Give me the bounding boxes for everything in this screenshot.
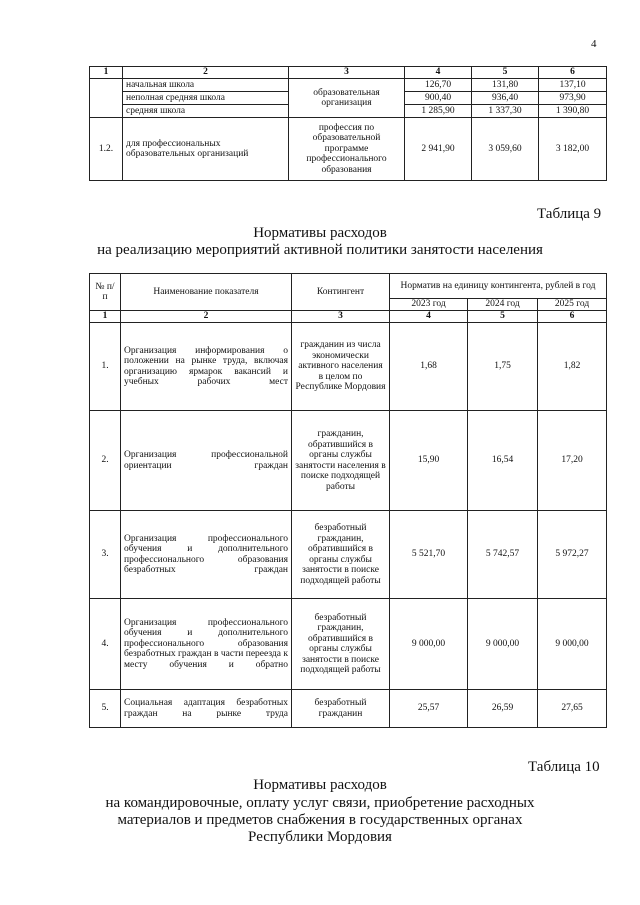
table-row — [90, 411, 607, 511]
header-cell: 3 — [289, 67, 405, 79]
value-2023-cell: 9 000,00 — [390, 599, 468, 690]
header-cell: 2 — [123, 67, 289, 79]
index-cell: 1 — [90, 311, 121, 323]
table-index-row — [90, 311, 607, 323]
index-cell: 3 — [292, 311, 390, 323]
col-name-header: Наименование показателя — [121, 274, 292, 311]
indicator-name-cell: Организация профессиональной ориентации граждан — [121, 411, 292, 511]
row-number-cell: 5. — [90, 690, 121, 728]
table10-title-line2: на командировочные, оплату услуг связи, приобретение расходных — [105, 795, 535, 811]
table10-title-line3: материалов и предметов снабжения в государственных органах — [117, 812, 523, 828]
index-cell: 4 — [390, 311, 468, 323]
contingent-cell: профессия по образовательной программе профессионального образования — [289, 118, 405, 181]
col-norm-header: Норматив на единицу контингента, рублей в год — [390, 274, 607, 299]
table9-label: Таблица 9 — [537, 206, 602, 222]
value-2023-cell: 1 285,90 — [405, 105, 472, 118]
header-cell: 1 — [90, 67, 123, 79]
table9-title-line1: Нормативы расходов — [253, 225, 387, 241]
value-2023-cell: 900,40 — [405, 92, 472, 105]
year-2023-header: 2023 год — [390, 299, 468, 311]
value-2025-cell: 137,10 — [539, 79, 607, 92]
value-2024-cell: 1 337,30 — [472, 105, 539, 118]
table10-title-line4: Республики Мордовия — [248, 829, 392, 845]
value-2023-cell: 25,57 — [390, 690, 468, 728]
indicator-name-cell: Организация профессионального обучения и дополнительного профессионального образования безработных граждан — [121, 511, 292, 599]
col-num-header: № п/п — [90, 274, 121, 311]
value-2024-cell: 16,54 — [468, 411, 538, 511]
value-2024-cell: 9 000,00 — [468, 599, 538, 690]
school-type-cell: неполная средняя школа — [123, 92, 289, 105]
value-2023-cell: 126,70 — [405, 79, 472, 92]
contingent-cell: безработный гражданин, обратившийся в органы службы занятости в поиске подходящей работы — [292, 511, 390, 599]
row-number-cell: 2. — [90, 411, 121, 511]
value-2023-cell: 5 521,70 — [390, 511, 468, 599]
header-cell: 6 — [539, 67, 607, 79]
value-2025-cell: 5 972,27 — [538, 511, 607, 599]
contingent-cell: безработный гражданин, обратившийся в органы службы занятости в поиске подходящей работы — [292, 599, 390, 690]
empty-num-cell — [90, 79, 123, 118]
index-cell: 2 — [121, 311, 292, 323]
index-cell: 6 — [538, 311, 607, 323]
table-row — [90, 599, 607, 690]
value-2024-cell: 131,80 — [472, 79, 539, 92]
table9 — [89, 273, 607, 728]
table-row — [90, 690, 607, 728]
col-contingent-header: Контингент — [292, 274, 390, 311]
row-number-cell: 1.2. — [90, 118, 123, 181]
value-2023-cell: 1,68 — [390, 323, 468, 411]
contingent-cell: гражданин из числа экономически активного населения в целом по Республике Мордовия — [292, 323, 390, 411]
value-2023-cell: 15,90 — [390, 411, 468, 511]
value-2025-cell: 17,20 — [538, 411, 607, 511]
value-2025-cell: 27,65 — [538, 690, 607, 728]
value-2025-cell: 9 000,00 — [538, 599, 607, 690]
indicator-name-cell: Организация информирования о положении на рынке труда, включая организацию ярмарок вакансий и учебных рабочих мест — [121, 323, 292, 411]
value-2024-cell: 936,40 — [472, 92, 539, 105]
table10-title-line1: Нормативы расходов — [253, 777, 387, 793]
indicator-name-cell: Организация профессионального обучения и дополнительного профессионального образования безработных граждан в части переезда к месту обучения и обратно — [121, 599, 292, 690]
value-2024-cell: 1,75 — [468, 323, 538, 411]
row-number-cell: 3. — [90, 511, 121, 599]
table-row — [90, 511, 607, 599]
indicator-name-cell: Социальная адаптация безработных граждан на рынке труда — [121, 690, 292, 728]
school-type-cell: начальная школа — [123, 79, 289, 92]
value-2025-cell: 1,82 — [538, 323, 607, 411]
table-row — [90, 323, 607, 411]
year-2025-header: 2025 год — [538, 299, 607, 311]
header-cell: 5 — [472, 67, 539, 79]
table10-label: Таблица 10 — [528, 759, 600, 775]
table-row — [90, 79, 607, 92]
contingent-cell: безработный гражданин — [292, 690, 390, 728]
indicator-name-cell: для профессиональных образовательных организаций — [123, 118, 289, 181]
row-number-cell: 4. — [90, 599, 121, 690]
contingent-cell: образовательная организация — [289, 79, 405, 118]
continuation-table — [89, 66, 607, 181]
table-header-row — [90, 67, 607, 79]
value-2025-cell: 973,90 — [539, 92, 607, 105]
value-2025-cell: 3 182,00 — [539, 118, 607, 181]
row-number-cell: 1. — [90, 323, 121, 411]
table9-title-line2: на реализацию мероприятий активной политики занятости населения — [97, 242, 543, 258]
index-cell: 5 — [468, 311, 538, 323]
page-number: 4 — [591, 38, 597, 50]
value-2024-cell: 3 059,60 — [472, 118, 539, 181]
table-header-row — [90, 274, 607, 299]
year-2024-header: 2024 год — [468, 299, 538, 311]
header-cell: 4 — [405, 67, 472, 79]
value-2024-cell: 26,59 — [468, 690, 538, 728]
school-type-cell: средняя школа — [123, 105, 289, 118]
value-2024-cell: 5 742,57 — [468, 511, 538, 599]
value-2023-cell: 2 941,90 — [405, 118, 472, 181]
table-row — [90, 118, 607, 181]
value-2025-cell: 1 390,80 — [539, 105, 607, 118]
contingent-cell: гражданин, обратившийся в органы службы занятости населения в поиске подходящей работы — [292, 411, 390, 511]
